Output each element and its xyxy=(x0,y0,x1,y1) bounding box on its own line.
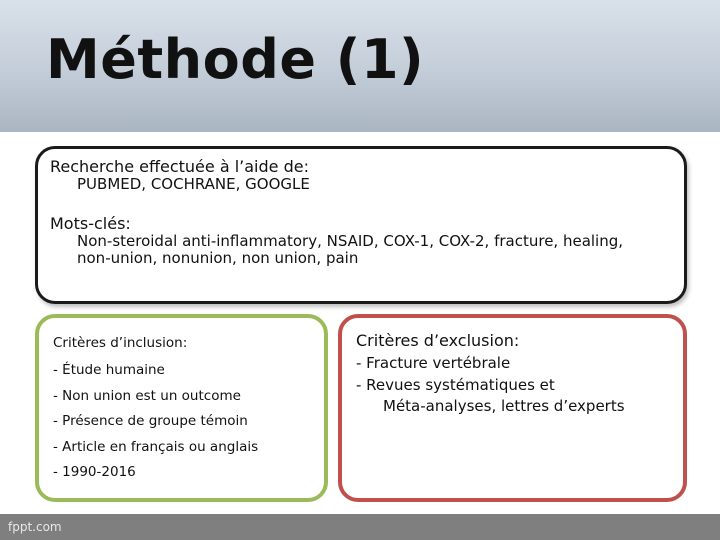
inclusion-item: - Non union est un outcome xyxy=(53,387,241,404)
slide-title: Méthode (1) xyxy=(46,28,425,91)
exclusion-item: - Fracture vertébrale xyxy=(356,354,511,372)
search-sources: PUBMED, COCHRANE, GOOGLE xyxy=(77,175,310,193)
inclusion-item: - Étude humaine xyxy=(53,362,165,378)
exclusion-box xyxy=(338,314,687,502)
search-box xyxy=(35,146,687,304)
inclusion-box xyxy=(35,314,328,502)
footer-watermark: fppt.com xyxy=(8,520,62,534)
inclusion-item: - Article en français ou anglais xyxy=(53,438,259,455)
keywords-heading: Mots-clés: xyxy=(50,214,131,233)
inclusion-item: - 1990-2016 xyxy=(53,464,136,480)
search-heading: Recherche effectuée à l’aide de: xyxy=(50,157,309,176)
title-band xyxy=(0,0,720,132)
keywords-line-1: Non-steroidal anti-inflammatory, NSAID, COX-1, COX-2, fracture, healing, xyxy=(77,232,624,250)
inclusion-heading: Critères d’inclusion: xyxy=(53,335,188,351)
spacer xyxy=(50,193,672,214)
exclusion-item: - Revues systématiques et xyxy=(356,376,555,394)
inclusion-item: - Présence de groupe témoin xyxy=(53,413,248,429)
exclusion-heading: Critères d’exclusion: xyxy=(356,331,520,350)
footer-bar xyxy=(0,514,720,540)
exclusion-item-continuation: Méta-analyses, lettres d’experts xyxy=(383,397,625,415)
keywords-line-2: non-union, nonunion, non union, pain xyxy=(77,249,359,267)
